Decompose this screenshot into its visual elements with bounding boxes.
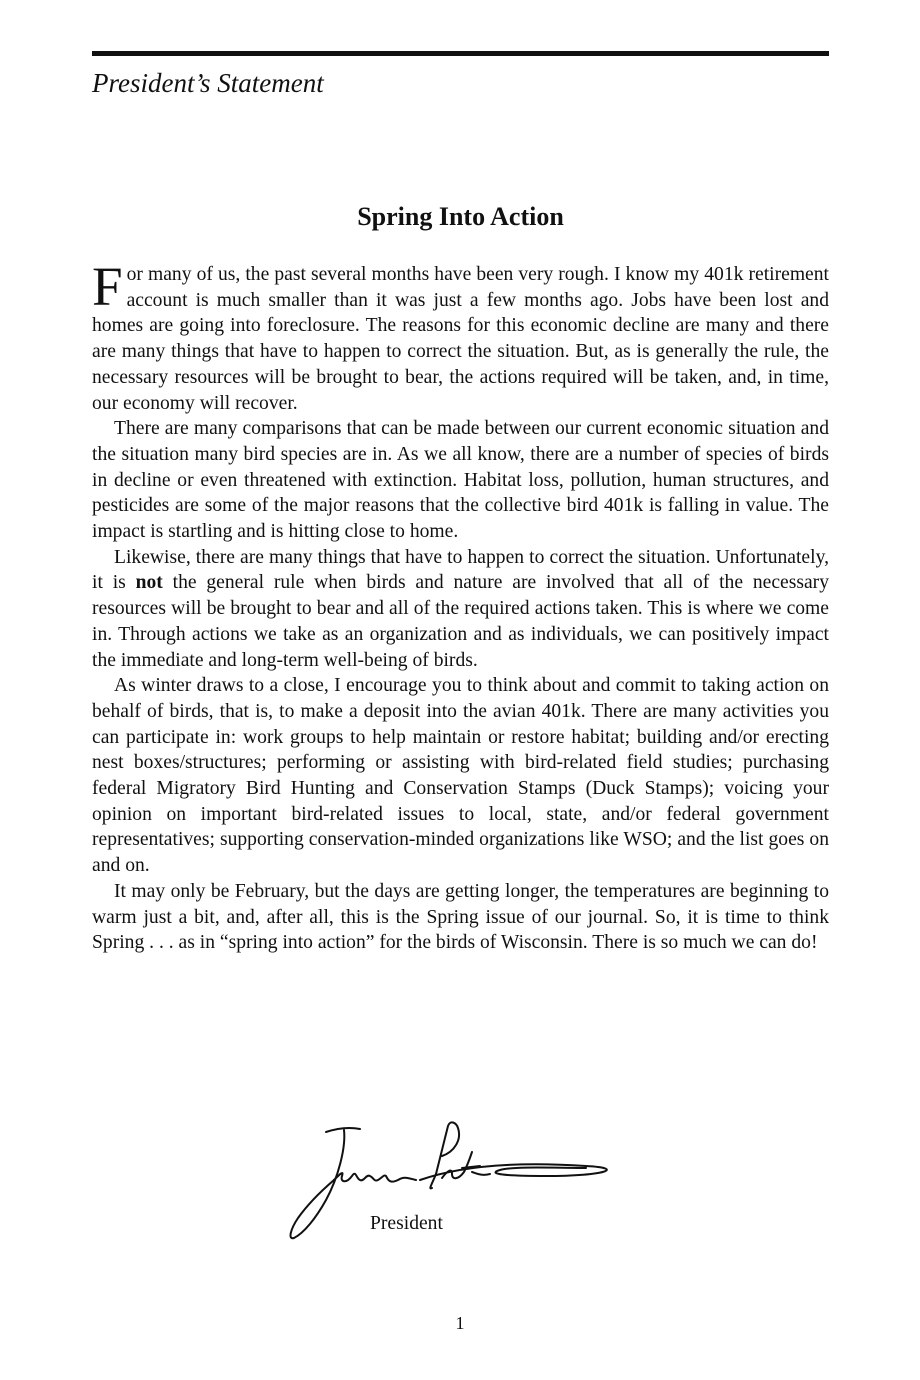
paragraph-3-text-b: the general rule when birds and nature are involved that all of the necessary resources will be brought to bear and all of the required actions taken. This is where we come in. Through actions we take as an organization and as individuals, we can positively impact the immediate and long-term well-being of birds. (92, 572, 829, 671)
page-number: 1 (455, 1313, 465, 1333)
handwritten-signature (286, 1118, 626, 1243)
paragraph-3-text-a: Likewise, there are many things that have to happen to correct the situation. Unfortunately, it is (92, 546, 829, 594)
drop-cap: F (92, 256, 123, 317)
paragraph-2: There are many comparisons that can be made between our current economic situation and the situation many bird species are in. As we all know, there are a number of species of birds in decline or even threatened with extinction. Habitat loss, pollution, human structures, and pesticides are some of the major reasons that the collective bird 401k is falling in value. The impact is startling and is hitting close to home. (92, 418, 829, 543)
section-title: President’s Statement (92, 68, 324, 98)
paragraph-1-text: or many of us, the past several months have been very rough. I know my 401k retirement account is much smaller than it was just a few months ago. Jobs have been lost and homes are going into foreclosure. The reasons for this economic decline are many and there are many things that have to happen to correct the situation. But, as is generally the rule, the necessary resources will be brought to bear, the actions required will be taken, and, in time, our economy will recover. (92, 264, 829, 414)
article-title: Spring Into Action (357, 202, 564, 231)
paragraph-1 (92, 256, 829, 416)
paragraph-3 (92, 545, 829, 674)
paragraph-5: It may only be February, but the days are getting longer, the temperatures are beginning to warm just a bit, and, after all, this is the Spring issue of our journal. So, it is time to think Spring . . . as in “spring into action” for the birds of Wisconsin. There is so much we can do! (92, 880, 829, 954)
signature-title: President (370, 1213, 443, 1234)
paragraph-4: As winter draws to a close, I encourage you to think about and commit to taking action on behalf of birds, that is, to make a deposit into the avian 401k. There are many activities you can participate in: work groups to help maintain or restore habitat; building and/or erecting nest boxes/structures; performing or assisting with bird-related field studies; purchasing federal Migratory Bird Hunting and Conservation Stamps (Duck Stamps); voicing your opinion on important bird-related issues to local, state, and/or federal government representatives; supporting conservation-minded organizations like WSO; and the list goes on and on. (92, 675, 829, 877)
header-rule (92, 51, 829, 56)
article-body (92, 256, 829, 956)
emphasis-not: not (135, 572, 163, 594)
